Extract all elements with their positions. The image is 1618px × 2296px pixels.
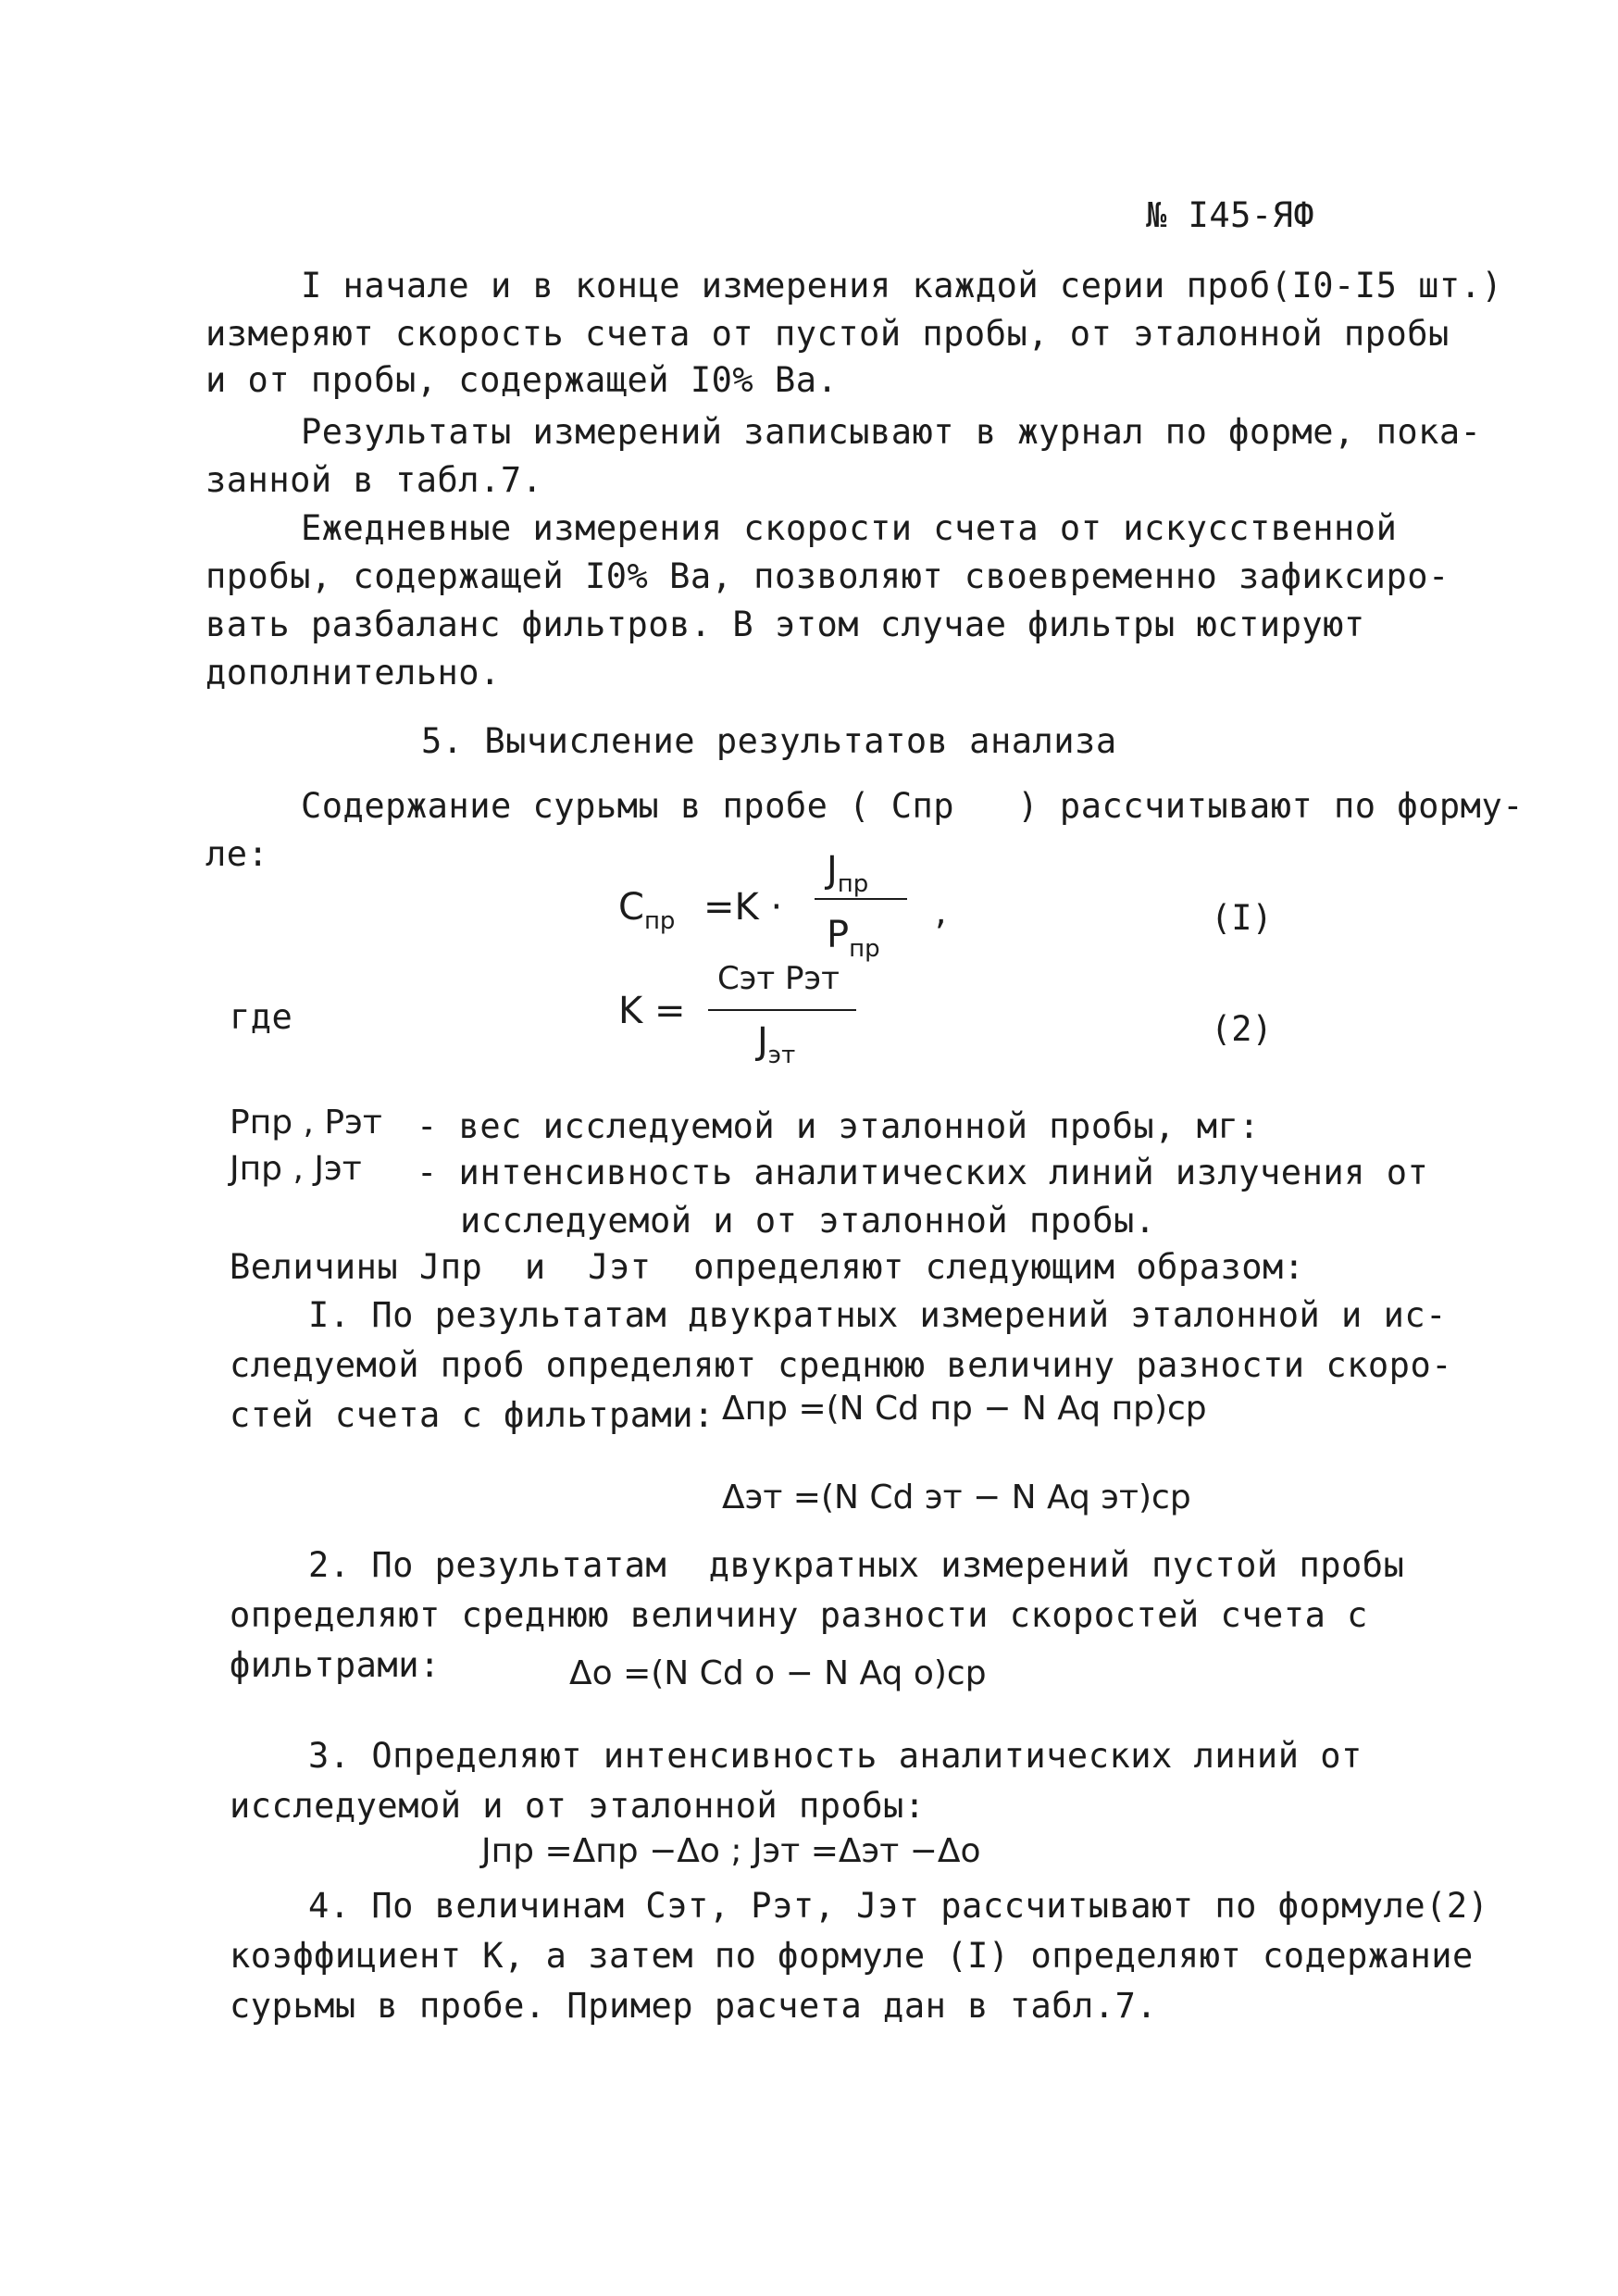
- intro-line1: Содержание сурьмы в пробе ( Cпр ) рассчитывают по форму-: [301, 786, 1525, 826]
- f1-lhs: C: [618, 886, 644, 929]
- para3-line1: Ежедневные измерения скорости счета от искусственной: [301, 508, 1398, 548]
- section-heading: 5. Вычисление результатов анализа: [421, 721, 1117, 761]
- step4-line3: сурьмы в пробе. Пример расчета дан в табл.7.: [230, 1986, 1158, 2026]
- step2-line2: определяют среднюю величину разности скоростей счета с: [230, 1595, 1368, 1635]
- para3-line3: вать разбаланс фильтров. В этом случае фильтры юстируют: [205, 605, 1365, 644]
- where-label: где: [230, 997, 293, 1037]
- f2-denominator: J: [757, 1020, 768, 1063]
- step4-line2: коэффициент К, а затем по формуле (I) определяют содержание: [230, 1936, 1474, 1976]
- f1-equation-number: (I): [1211, 898, 1273, 938]
- step2-line3: фильтрами:: [230, 1645, 441, 1685]
- step1-line2: следуемой проб определяют среднюю величину разности скоро-: [230, 1345, 1453, 1385]
- f1-lhs-sub: пр: [643, 907, 676, 935]
- step3-line2: исследуемой и от эталонной пробы:: [230, 1786, 926, 1826]
- def1-text: - вес исследуемой и эталонной пробы, мг:: [417, 1106, 1261, 1146]
- step1-line3: стей счета с фильтрами:: [230, 1395, 715, 1435]
- para2-line2: занной в табл.7.: [205, 460, 543, 500]
- def2-symbols: Jпр , Jэт: [230, 1150, 362, 1188]
- def1-symbols: Pпр , Pэт: [230, 1104, 382, 1142]
- f1-operator: =K ·: [703, 886, 783, 929]
- f2-lhs: K =: [618, 990, 686, 1032]
- intro-line2: ле:: [205, 834, 269, 874]
- f1-num-sub: пр: [837, 870, 869, 898]
- para1-line1: I начале и в конце измерения каждой серии проб(I0-I5 шт.): [301, 266, 1503, 306]
- para3-line4: дополнительно.: [205, 653, 501, 693]
- f2-fraction-bar: [708, 1009, 856, 1011]
- f1-den-sub: пр: [849, 935, 880, 963]
- f1-fraction-bar: [815, 898, 907, 900]
- para1-line3: и от пробы, содержащей I0% Ba.: [205, 360, 839, 400]
- def2-text: - интенсивность аналитических линий излучения от: [417, 1153, 1429, 1192]
- step2-line1: 2. По результатам двукратных измерений пустой пробы: [308, 1545, 1405, 1585]
- f2-den-sub: эт: [767, 1042, 796, 1069]
- f2-equation-number: (2): [1211, 1009, 1273, 1049]
- step1-line1: I. По результатам двукратных измерений эталонной и ис-: [308, 1295, 1447, 1335]
- para2-line1: Результаты измерений записывают в журнал по форме, пока-: [301, 412, 1482, 452]
- f1-comma: ,: [935, 891, 947, 933]
- formula-delta-et: Δэт =(N Cd эт − N Aq эт)ср: [722, 1479, 1191, 1516]
- step4-line1: 4. По величинам Cэт, Pэт, Jэт рассчитывают по формуле(2): [308, 1886, 1489, 1926]
- f1-numerator: J: [827, 849, 838, 892]
- document-number: № I45-ЯФ: [1146, 195, 1315, 235]
- formula-delta-0: Δo =(N Cd o − N Aq o)ср: [569, 1654, 987, 1692]
- f1-denominator: P: [827, 914, 850, 956]
- step3-line1: 3. Определяют интенсивность аналитических линий от: [308, 1736, 1363, 1776]
- para1-line2: измеряют скорость счета от пустой пробы, от эталонной пробы: [205, 314, 1450, 354]
- f2-numerator: Cэт Pэт: [717, 960, 840, 997]
- para3-line2: пробы, содержащей I0% Ba, позволяют своевременно зафиксиро-: [205, 556, 1450, 596]
- formula-intensity: Jпр =Δпр −Δo ; Jэт =Δэт −Δo: [481, 1832, 981, 1870]
- formula-delta-pr: Δпр =(N Cd пр − N Aq пр)ср: [722, 1390, 1207, 1428]
- values-intro: Величины Jпр и Jэт определяют следующим образом:: [230, 1247, 1305, 1287]
- def3-text: исследуемой и от эталонной пробы.: [460, 1201, 1156, 1241]
